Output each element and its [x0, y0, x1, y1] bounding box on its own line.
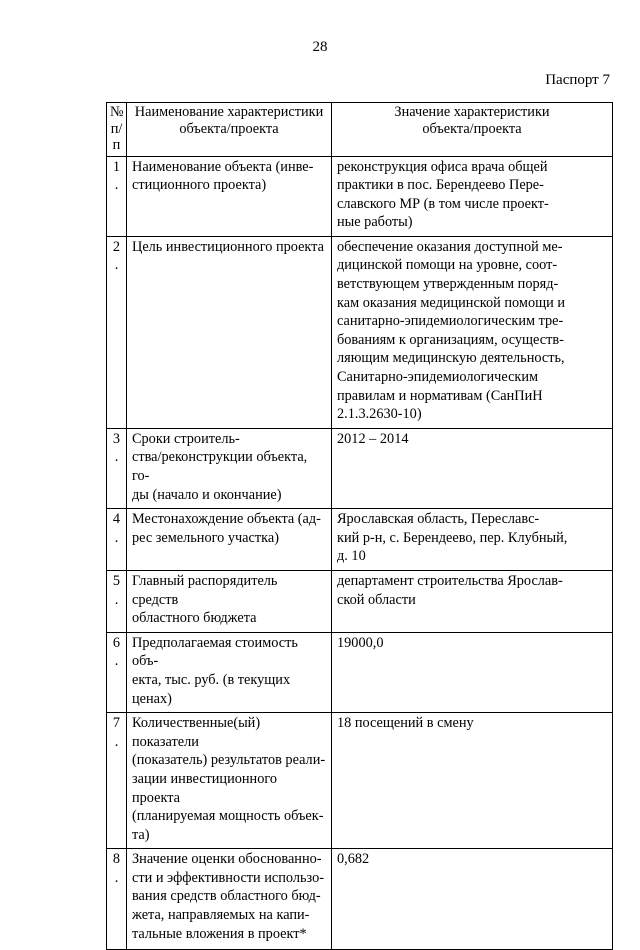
- row-name: Значение оценки обоснованно- сти и эффективности использо- вания средств областного бюд- жета, направляемых на капи- тальные вложения в проект*: [127, 849, 332, 950]
- table-header-row: [107, 103, 613, 157]
- table-row: [107, 509, 613, 571]
- row-number: 1.: [107, 156, 127, 236]
- row-name: Местонахождение объекта (ад- рес земельного участка): [127, 509, 332, 571]
- row-number: 5.: [107, 570, 127, 632]
- passport-label: Паспорт 7: [545, 72, 610, 88]
- table-row: [107, 713, 613, 849]
- row-value: 19000,0: [332, 632, 613, 712]
- table-row: [107, 849, 613, 950]
- header-value: Значение характеристики объекта/проекта: [332, 103, 613, 157]
- row-number: 2.: [107, 236, 127, 428]
- row-name: Главный распорядитель средств областного бюджета: [127, 570, 332, 632]
- row-name: Наименование объекта (инве- стиционного проекта): [127, 156, 332, 236]
- row-number: 4.: [107, 509, 127, 571]
- row-number: 6.: [107, 632, 127, 712]
- header-name: Наименование характеристики объекта/проекта: [127, 103, 332, 157]
- row-number: 8.: [107, 849, 127, 950]
- table-row: [107, 632, 613, 712]
- row-value: реконструкция офиса врача общей практики в пос. Берендеево Пере- славского МР (в том числе проект- ные работы): [332, 156, 613, 236]
- row-name: Предполагаемая стоимость объ- екта, тыс. руб. (в текущих ценах): [127, 632, 332, 712]
- row-number: 3.: [107, 428, 127, 508]
- table-row: [107, 570, 613, 632]
- row-value: 2012 – 2014: [332, 428, 613, 508]
- header-num: № п/п: [107, 103, 127, 157]
- row-value: Ярославская область, Переславс- кий р-н, с. Берендеево, пер. Клубный, д. 10: [332, 509, 613, 571]
- row-name: Сроки строитель- ства/реконструкции объекта, го- ды (начало и окончание): [127, 428, 332, 508]
- row-value: 18 посещений в смену: [332, 713, 613, 849]
- row-value: обеспечение оказания доступной ме- дицинской помощи на уровне, соот- ветствующем утвержденным поряд- кам оказания медицинской помощи и санитарно-эпидемиологическим тре- бованиям к организациям, осуществ- ляющим медицинскую деятельность, Санитарно-эпидемиологическим правилам и нормативам (СанПиН 2.1.3.2630-10): [332, 236, 613, 428]
- page-number: 28: [312, 39, 328, 55]
- row-number: 7.: [107, 713, 127, 849]
- table-row: [107, 156, 613, 236]
- row-name: Количественные(ый) показатели (показатель) результатов реали- зации инвестиционного проекта (планируемая мощность объек- та): [127, 713, 332, 849]
- row-name: Цель инвестиционного проекта: [127, 236, 332, 428]
- row-value: 0,682: [332, 849, 613, 950]
- row-value: департамент строительства Ярослав- ской области: [332, 570, 613, 632]
- table-row: [107, 236, 613, 428]
- table-row: [107, 428, 613, 508]
- passport-table: [106, 102, 613, 950]
